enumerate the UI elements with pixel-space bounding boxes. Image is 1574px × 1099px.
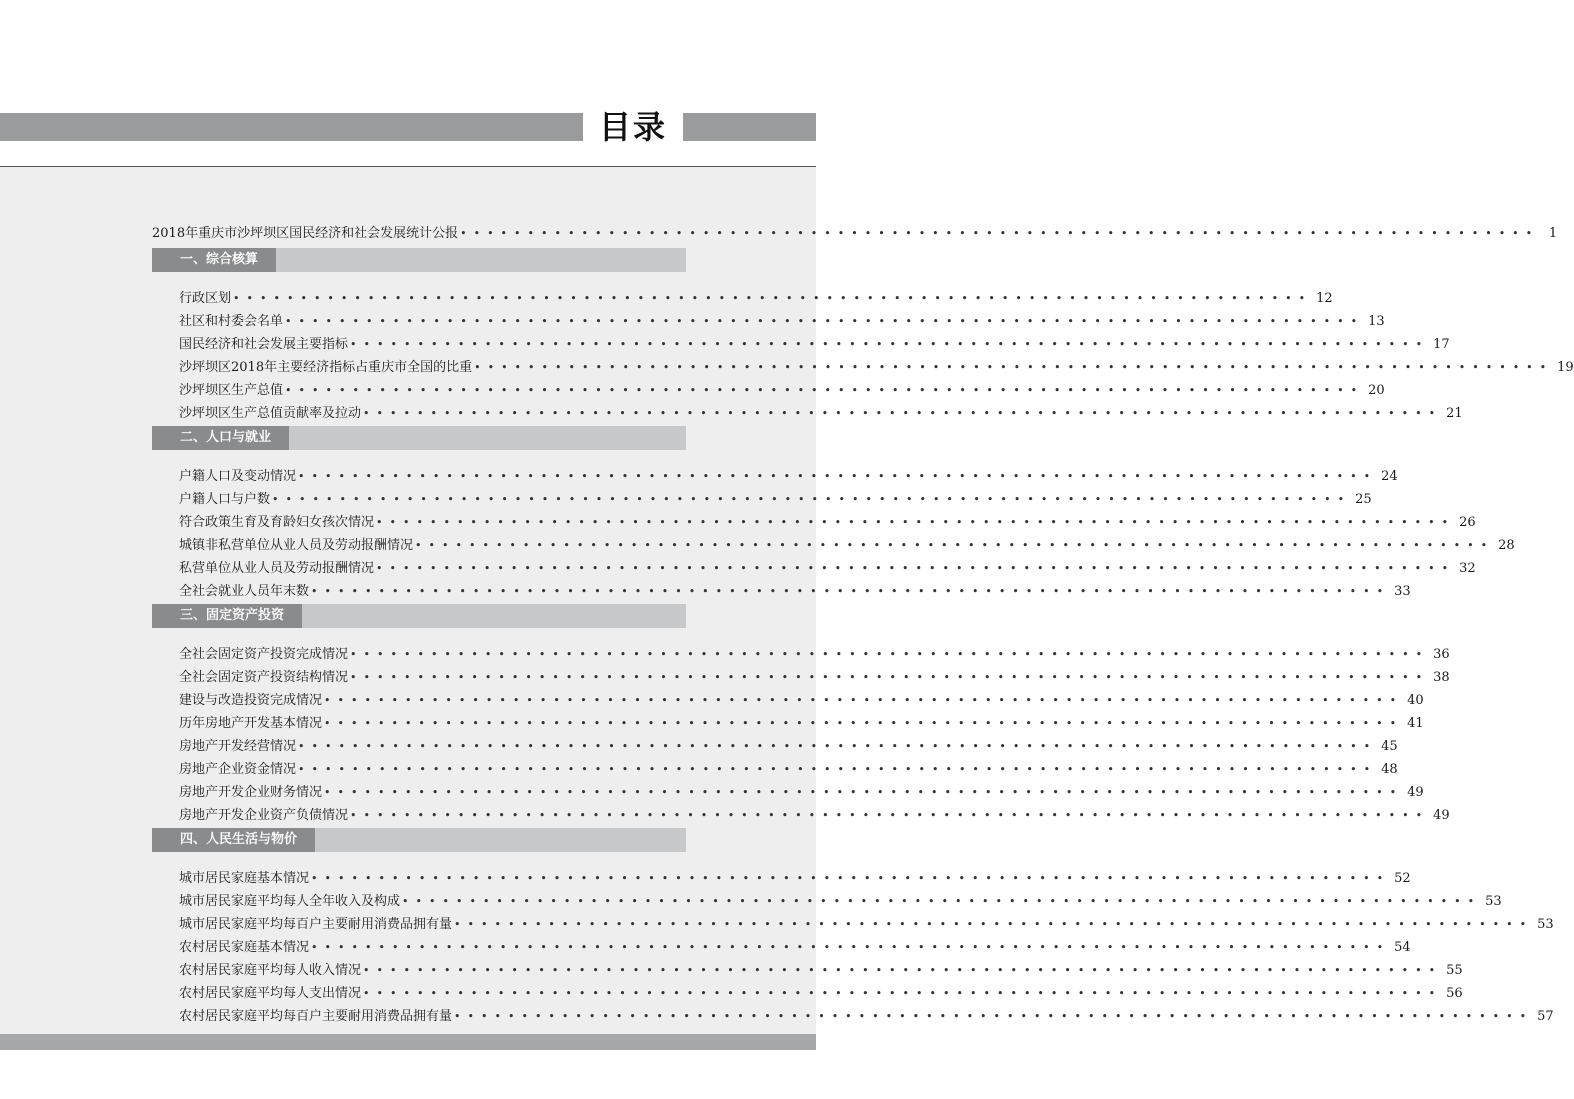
toc-entry[interactable] [152,462,1398,485]
dot-leader: •••••••••••••••••••••••••••••••••••••••••••••••••••••••••••••••••••••••••••••••• [454,918,1534,931]
dot-leader: •••••••••••••••••••••••••••••••••••••••••••••••••••••••••••••••••••••••••••••••• [298,470,1378,483]
dot-leader: •••••••••••••••••••••••••••••••••••••••••••••••••••••••••••••••••••••••••••••••• [285,315,1365,328]
dot-leader: •••••••••••••••••••••••••••••••••••••••••••••••••••••••••••••••••••••••••••••••• [298,740,1378,753]
dot-leader: •••••••••••••••••••••••••••••••••••••••••••••••••••••••••••••••••••••••••••••••• [311,941,1391,954]
dot-leader: •••••••••••••••••••••••••••••••••••••••••••••••••••••••••••••••••••••••••••••••• [324,694,1404,707]
dot-leader: •••••••••••••••••••••••••••••••••••••••••••••••••••••••••••••••••••••••••••••••• [363,407,1443,420]
dot-leader: •••••••••••••••••••••••••••••••••••••••••••••••••••••••••••••••••••••••••••••••• [363,987,1443,1000]
toc-entry-label: 全社会固定资产投资完成情况 [179,647,349,662]
toc-entry-label: 社区和村委会名单 [179,314,284,329]
toc-entry-label: 历年房地产开发基本情况 [179,716,323,731]
title-bar-left [0,113,583,141]
dot-leader: •••••••••••••••••••••••••••••••••••••••••••••••••••••••••••••••••••••••••••••••• [350,648,1430,661]
toc-entry[interactable] [152,732,1398,755]
toc-entry[interactable] [152,956,1463,979]
toc-entry-label: 建设与改造投资完成情况 [179,693,323,708]
toc-entry[interactable] [152,910,1554,933]
toc-entry-page: 24 [1381,469,1398,484]
toc-entry[interactable] [152,531,1515,554]
toc-entry-page: 54 [1394,940,1411,955]
toc-entry-page: 41 [1407,716,1424,731]
toc-entry[interactable] [152,307,1385,330]
dot-leader: •••••••••••••••••••••••••••••••••••••••••••••••••••••••••••••••••••••••••••••••• [298,763,1378,776]
toc-entry-label: 城市居民家庭基本情况 [179,871,310,886]
toc-entry-label: 农村居民家庭平均每人收入情况 [179,963,362,978]
toc-entry-page: 13 [1368,314,1385,329]
toc-entry[interactable] [152,709,1424,732]
toc-entry-label: 国民经济和社会发展主要指标 [179,337,349,352]
dot-leader: •••••••••••••••••••••••••••••••••••••••••••••••••••••••••••••••••••••••••••••••• [376,562,1456,575]
toc-entry-label: 农村居民家庭平均每百户主要耐用消费品拥有量 [179,1009,453,1024]
toc-entry[interactable] [152,778,1424,801]
dot-leader: •••••••••••••••••••••••••••••••••••••••••••••••••••••••••••••••••••••••••••••••• [285,384,1365,397]
toc-entry-label: 沙坪坝区2018年主要经济指标占重庆市全国的比重 [179,360,473,375]
toc-entry[interactable] [152,284,1333,307]
toc-entry-page: 45 [1381,739,1398,754]
toc-entry-page: 20 [1368,383,1385,398]
toc-entry-label: 户籍人口与户数 [179,492,271,507]
toc-entry[interactable] [152,1002,1554,1025]
toc-entry[interactable] [152,686,1424,709]
toc-entry[interactable] [152,508,1476,531]
dot-leader: •••••••••••••••••••••••••••••••••••••••••••••••••••••••••••••••••••••••••••••••• [350,338,1430,351]
toc-entry-page: 40 [1407,693,1424,708]
toc-entry-page: 33 [1394,584,1411,599]
toc-entry[interactable] [152,933,1411,956]
toc-entry-page: 48 [1381,762,1398,777]
toc-entry-page: 57 [1537,1009,1554,1024]
toc-entry-label: 2018年重庆市沙坪坝区国民经济和社会发展统计公报 [152,226,459,241]
toc-entry-label: 房地产开发经营情况 [179,739,297,754]
bottom-bar [0,1034,816,1050]
toc-entry-page: 49 [1407,785,1424,800]
toc-entry-page: 19 [1557,360,1574,375]
toc-entry[interactable] [152,979,1463,1002]
section-header [152,604,686,628]
toc-entry-page: 26 [1459,515,1476,530]
toc-entry-page: 52 [1394,871,1411,886]
title-bar-right [683,113,816,141]
toc-entry[interactable] [152,330,1450,353]
toc-entry[interactable] [152,554,1476,577]
dot-leader: •••••••••••••••••••••••••••••••••••••••••••••••••••••••••••••••••••••••••••••••• [350,671,1430,684]
toc-entry[interactable] [152,399,1463,422]
toc-entry[interactable] [152,663,1450,686]
toc-entry-label: 农村居民家庭基本情况 [179,940,310,955]
toc-entry-page: 49 [1433,808,1450,823]
toc-entry-label: 农村居民家庭平均每人支出情况 [179,986,362,1001]
toc-entry[interactable] [152,801,1450,824]
dot-leader: •••••••••••••••••••••••••••••••••••••••••••••••••••••••••••••••••••••••••••••••• [460,227,1540,240]
toc-entry-page: 32 [1459,561,1476,576]
toc-entry[interactable] [152,864,1411,887]
toc-entry-page: 53 [1537,917,1554,932]
toc-entry-label: 符合政策生育及育龄妇女孩次情况 [179,515,375,530]
toc-entry-page: 56 [1446,986,1463,1001]
toc-entry-label: 沙坪坝区生产总值贡献率及拉动 [179,406,362,421]
toc-entry-page: 1 [1548,226,1558,241]
dot-leader: •••••••••••••••••••••••••••••••••••••••••••••••••••••••••••••••••••••••••••••••• [272,493,1352,506]
toc-entry[interactable] [152,353,1574,376]
dot-leader: •••••••••••••••••••••••••••••••••••••••••••••••••••••••••••••••••••••••••••••••• [311,872,1391,885]
toc-entry-bulletin[interactable] [152,219,1558,242]
dot-leader: •••••••••••••••••••••••••••••••••••••••••••••••••••••••••••••••••••••••••••••••• [415,539,1495,552]
dot-leader: •••••••••••••••••••••••••••••••••••••••••••••••••••••••••••••••••••••••••••••••• [233,292,1313,305]
toc-entry-label: 私营单位从业人员及劳动报酬情况 [179,561,375,576]
dot-leader: •••••••••••••••••••••••••••••••••••••••••••••••••••••••••••••••••••••••••••••••• [402,895,1482,908]
toc-entry[interactable] [152,485,1372,508]
toc-entry-label: 户籍人口及变动情况 [179,469,297,484]
toc-entry-page: 17 [1433,337,1450,352]
toc-entry-label: 房地产开发企业财务情况 [179,785,323,800]
toc-entry[interactable] [152,577,1411,600]
toc-entry-label: 行政区划 [179,291,232,306]
section-header [152,248,686,272]
section-title: 四、人民生活与物价 [152,828,315,852]
dot-leader: •••••••••••••••••••••••••••••••••••••••••••••••••••••••••••••••••••••••••••••••• [474,361,1554,374]
section-header [152,426,686,450]
toc-entry-page: 28 [1498,538,1515,553]
toc-entry-page: 38 [1433,670,1450,685]
toc-entry-label: 沙坪坝区生产总值 [179,383,284,398]
dot-leader: •••••••••••••••••••••••••••••••••••••••••••••••••••••••••••••••••••••••••••••••• [350,809,1430,822]
toc-entry-label: 全社会固定资产投资结构情况 [179,670,349,685]
toc-entry-page: 55 [1446,963,1463,978]
dot-leader: •••••••••••••••••••••••••••••••••••••••••••••••••••••••••••••••••••••••••••••••• [324,717,1404,730]
toc-entry-page: 12 [1316,291,1333,306]
table-of-contents [152,219,1574,1025]
toc-entry[interactable] [152,887,1502,910]
section-title: 一、综合核算 [152,248,276,272]
toc-entry-label: 房地产开发企业资产负债情况 [179,808,349,823]
toc-entry-label: 全社会就业人员年末数 [179,584,310,599]
toc-entry-label: 房地产企业资金情况 [179,762,297,777]
toc-entry-page: 36 [1433,647,1450,662]
section-title: 二、人口与就业 [152,426,289,450]
toc-entry-label: 城市居民家庭平均每人全年收入及构成 [179,894,401,909]
toc-entry-page: 21 [1446,406,1463,421]
section-header [152,828,686,852]
toc-entry-label: 城镇非私营单位从业人员及劳动报酬情况 [179,538,414,553]
dot-leader: •••••••••••••••••••••••••••••••••••••••••••••••••••••••••••••••••••••••••••••••• [311,585,1391,598]
dot-leader: •••••••••••••••••••••••••••••••••••••••••••••••••••••••••••••••••••••••••••••••• [324,786,1404,799]
toc-entry-page: 53 [1485,894,1502,909]
toc-entry[interactable] [152,376,1385,399]
page-title: 目录 [598,108,667,146]
toc-entry[interactable] [152,755,1398,778]
section-title: 三、固定资产投资 [152,604,302,628]
toc-entry-page: 25 [1355,492,1372,507]
toc-entry-label: 城市居民家庭平均每百户主要耐用消费品拥有量 [179,917,453,932]
dot-leader: •••••••••••••••••••••••••••••••••••••••••••••••••••••••••••••••••••••••••••••••• [376,516,1456,529]
dot-leader: •••••••••••••••••••••••••••••••••••••••••••••••••••••••••••••••••••••••••••••••• [363,964,1443,977]
toc-entry[interactable] [152,640,1450,663]
dot-leader: •••••••••••••••••••••••••••••••••••••••••••••••••••••••••••••••••••••••••••••••• [454,1010,1534,1023]
